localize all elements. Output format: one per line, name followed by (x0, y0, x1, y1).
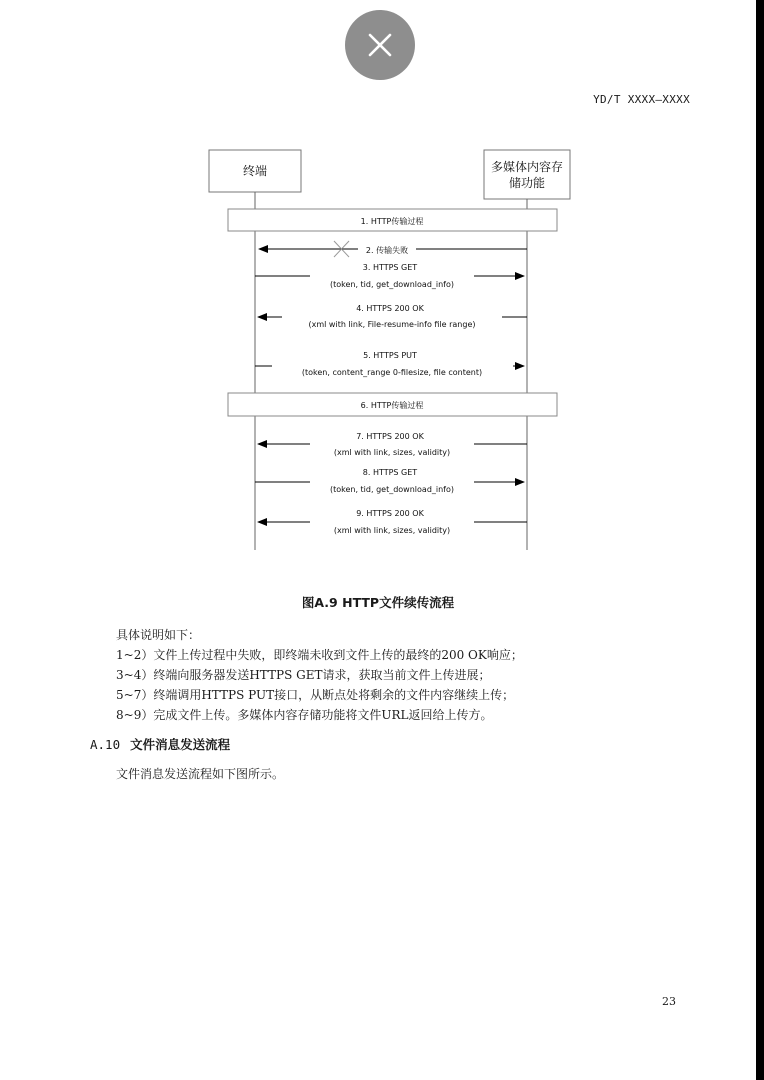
step-3-params: (token, tid, get_download_info) (329, 280, 455, 289)
explanation-item-2: 3~4）终端向服务器发送HTTPS GET请求，获取当前文件上传进展； (116, 668, 491, 682)
section-number: A.10 (90, 737, 121, 752)
participant-media-storage (484, 150, 570, 199)
step-5-arrow (255, 351, 524, 377)
page-number: 23 (662, 995, 676, 1008)
page-right-border (756, 0, 764, 1080)
step-2-label: 2. 传输失败 (365, 246, 409, 255)
step-4-arrow (258, 304, 527, 329)
step-4-params: (xml with link, File-resume-info file range) (308, 320, 476, 329)
step-7-arrow (258, 432, 527, 457)
explanation-item-1: 1~2）文件上传过程中失败，即终端未收到文件上传的最终的200 OK响应； (116, 648, 523, 662)
section-heading (90, 735, 230, 753)
section-body: 文件消息发送流程如下图所示。 (116, 767, 285, 781)
explanation-intro: 具体说明如下： (116, 628, 201, 642)
participant-media-storage-label-1: 多媒体内容存 (490, 160, 564, 174)
participant-terminal-label: 终端 (242, 164, 268, 178)
participant-terminal (209, 150, 301, 192)
step-7-label: 7. HTTPS 200 OK (356, 432, 424, 441)
step-5-params: (token, content_range 0-filesize, file content) (301, 368, 483, 377)
step-8-params: (token, tid, get_download_info) (329, 485, 455, 494)
participant-media-storage-label-2: 储功能 (508, 176, 546, 190)
step-2-arrow (259, 241, 527, 257)
step-5-label: 5. HTTPS PUT (363, 351, 417, 360)
section-title: 文件消息发送流程 (130, 737, 231, 752)
figure-caption: 图A.9 HTTP文件续传流程 (301, 595, 455, 610)
step-1-box (228, 209, 557, 231)
step-1-label: 1. HTTP传输过程 (360, 217, 424, 226)
step-3-label: 3. HTTPS GET (362, 263, 418, 272)
step-7-params: (xml with link, sizes, validity) (333, 448, 451, 457)
explanation-item-3: 5~7）终端调用HTTPS PUT接口，从断点处将剩余的文件内容继续上传； (116, 688, 515, 702)
step-6-label: 6. HTTP传输过程 (360, 401, 424, 410)
step-4-label: 4. HTTPS 200 OK (356, 304, 424, 313)
step-9-label: 9. HTTPS 200 OK (356, 509, 424, 518)
step-3-arrow (255, 263, 524, 289)
step-9-params: (xml with link, sizes, validity) (333, 526, 451, 535)
explanation-item-4: 8~9）完成文件上传。多媒体内容存储功能将文件URL返回给上传方。 (116, 708, 493, 722)
step-8-arrow (255, 468, 524, 494)
step-9-arrow (258, 509, 527, 535)
document-code: YD/T XXXX—XXXX (593, 93, 690, 106)
step-6-box (228, 393, 557, 416)
step-8-label: 8. HTTPS GET (362, 468, 418, 477)
